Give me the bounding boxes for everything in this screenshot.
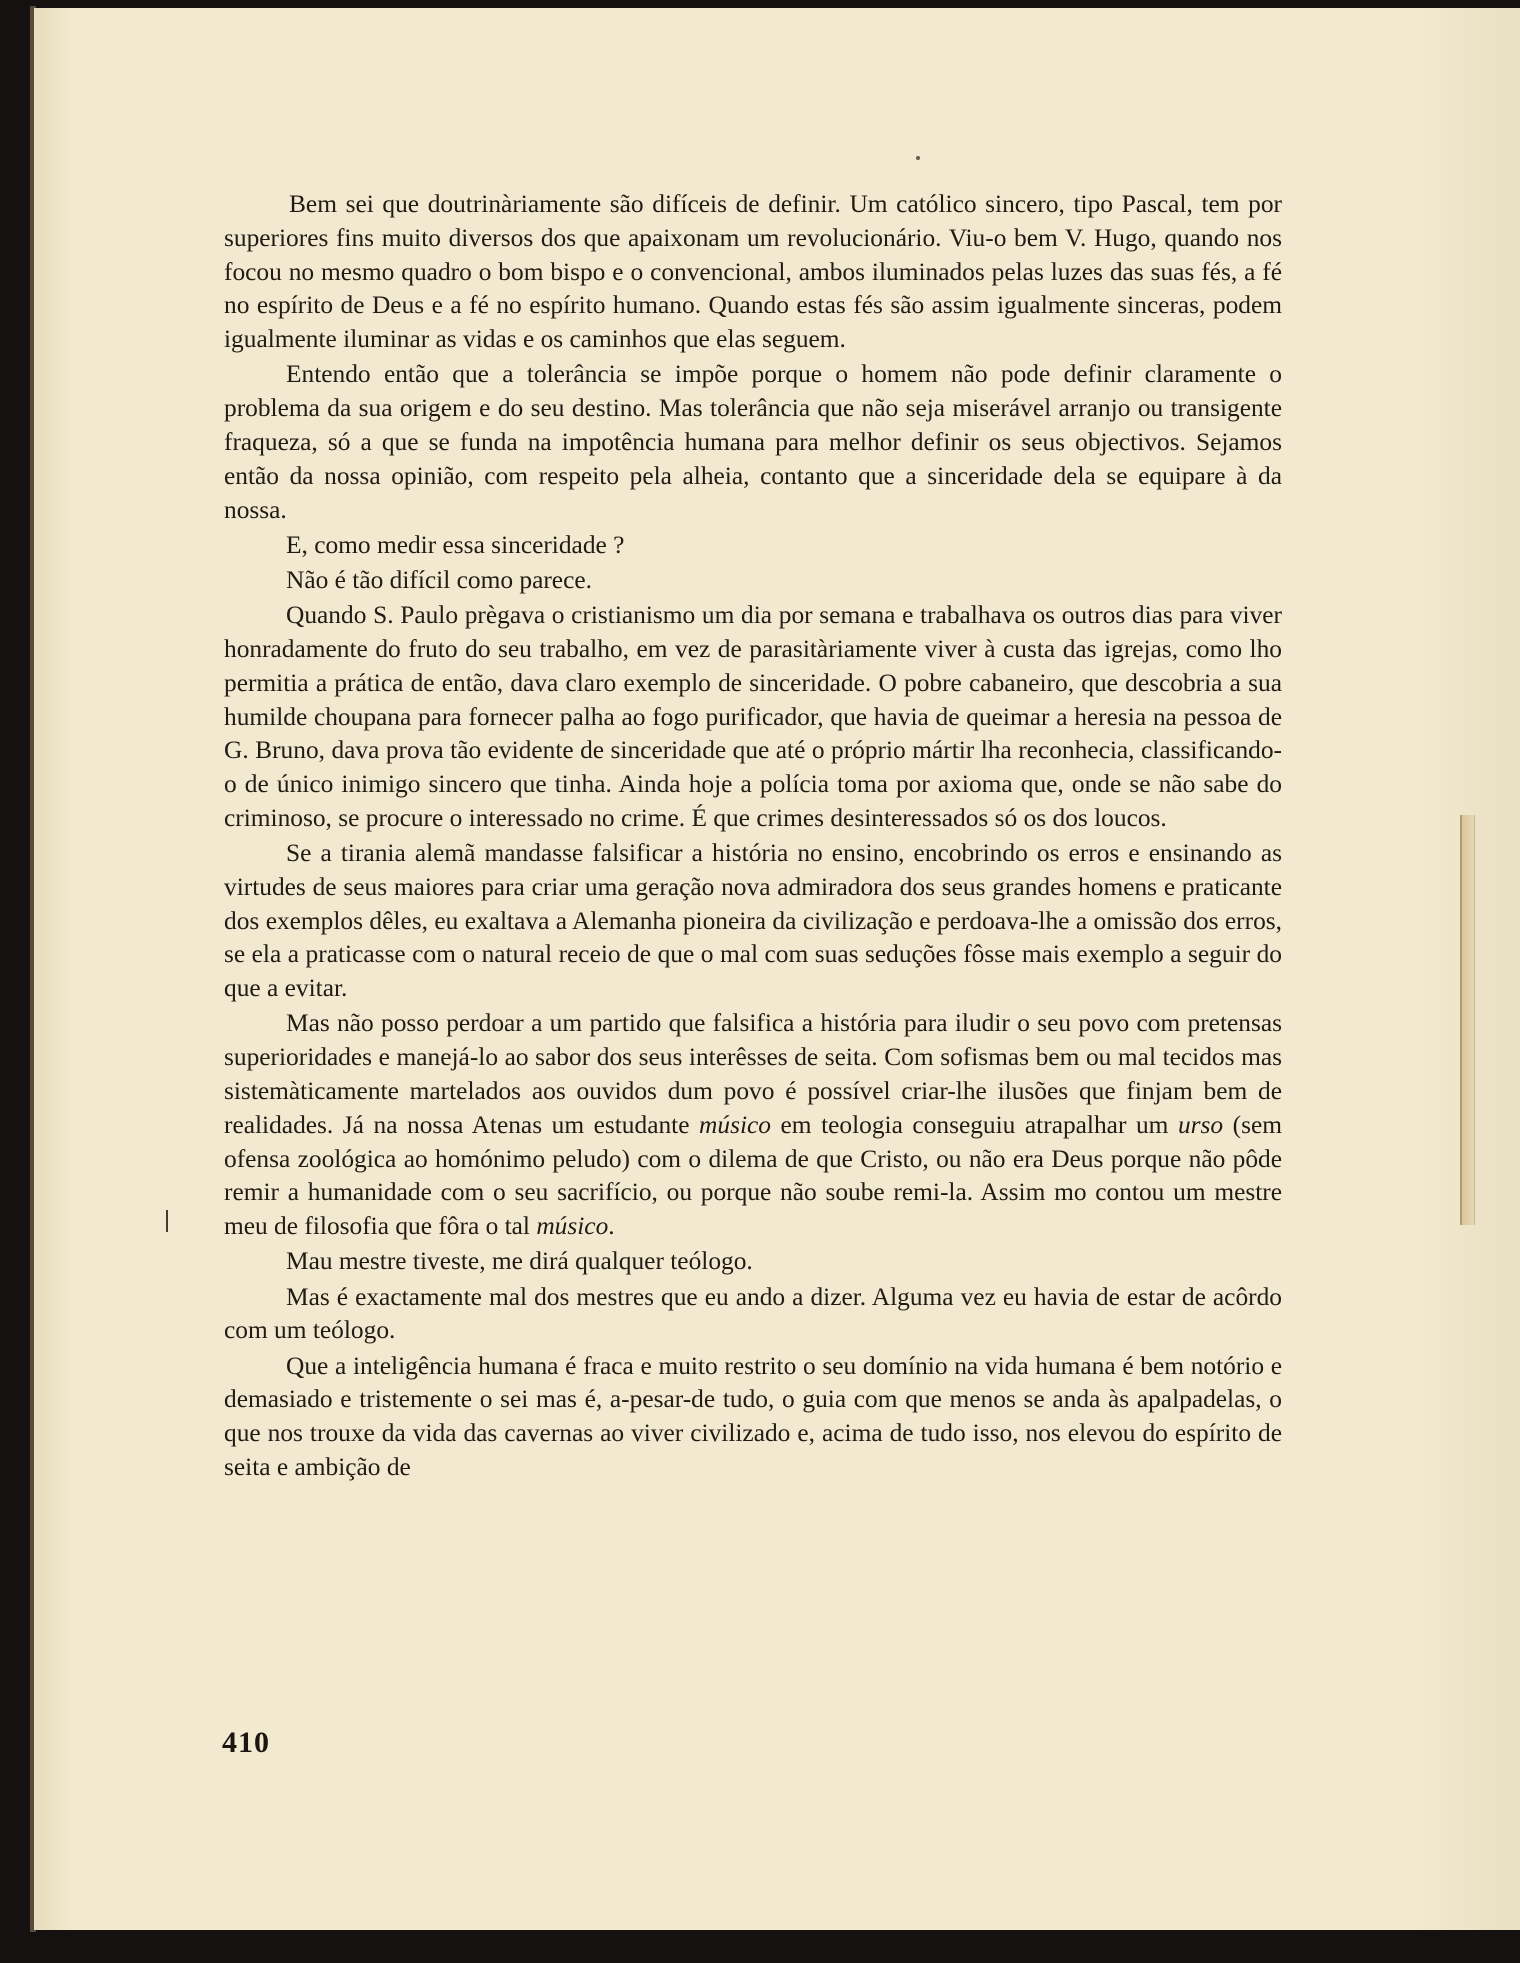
paragraph: Se a tirania alemã mandasse falsificar a história no ensino, encobrindo os erros e ensinando as virtudes de seus maiores para criar uma geração nova admiradora dos seus grandes homens e praticante dos exemplos dêles, eu exaltava a Alemanha pioneira da civilização e perdoava-lhe a omissão dos erros, se ela a praticasse com o natural receio de que o mal com suas seduções fôsse mais exemplo a seguir do que a evitar. [224,839,1282,1003]
italic-term: músico [536,1212,609,1241]
body-text [224,188,1282,1486]
paragraph: Não é tão difícil como parece. [286,565,592,594]
paragraph: Mau mestre tiveste, me dirá qualquer teólogo. [286,1247,753,1276]
italic-term: urso [1177,1110,1224,1139]
italic-term: músico [699,1110,771,1139]
page-number: 410 [222,1726,270,1759]
text-run: em teologia conseguiu atrapalhar um [770,1110,1178,1139]
text-run: . [608,1212,615,1241]
text-run: Mas não posso perdoar a um partido que falsifica a história para iludir o seu povo com pretensas superioridades e manejá-lo ao sabor dos seus interêsses de seita. Com sofismas bem ou mal tecidos mas sistemàticamente martelados aos ouvidos dum povo é possível criar-lhe ilusões que finjam bem de realidades. Já na nossa Atenas um estudante [224,1009,1282,1139]
paragraph: E, como medir essa sinceridade ? [286,530,625,559]
text-run: (sem ofensa zoológica ao homónimo peludo) com o dilema de que Cristo, ou não era Deus porque não pôde remir a humanidade com o seu sacrifício, ou porque não soube remi-la. Assim mo contou um mestre meu de filosofia que fôra o tal [224,1110,1282,1241]
paragraph: Que a inteligência humana é fraca e muito restrito o seu domínio na vida humana é bem notório e demasiado e tristemente o sei mas é, a-pesar-de tudo, o guia com que menos se anda às apalpadelas, o que nos trouxe da vida das cavernas ao viver civilizado e, acima de tudo isso, nos elevou do espírito de seita e ambição de [224,1351,1282,1481]
ink-speck [916,156,920,160]
paragraph: Mas é exactamente mal dos mestres que eu ando a dizer. Alguma vez eu havia de estar de acôrdo com um teólogo. [224,1282,1282,1345]
paragraph: Bem sei que doutrinàriamente são difíceis de definir. Um católico sincero, tipo Pascal, tem por superiores fins muito diversos dos que apaixonam um revolucionário. Viu-o bem V. Hugo, quando nos focou no mesmo quadro o bom bispo e o convencional, ambos iluminados pelas luzes das suas fés, a fé no espírito de Deus e a fé no espírito humano. Quando estas fés são assim igualmente sinceras, podem igualmente iluminar as vidas e os caminhos que elas seguem. [224,190,1282,354]
paragraph: Quando S. Paulo prègava o cristianismo um dia por semana e trabalhava os outros dias para viver honradamente do fruto do seu trabalho, em vez de parasitàriamente viver à custa das igrejas, como lho permitia a prática de então, dava claro exemplo de sinceridade. O pobre cabaneiro, que descobria a sua humilde choupana para fornecer palha ao fogo purificador, que havia de queimar a heresia na pessoa de G. Bruno, dava prova tão evidente de sinceridade que até o próprio mártir lha reconhecia, classificando-o de único inimigo sincero que tinha. Ainda hoje a polícia toma por axioma que, onde se não sabe do criminoso, se procure o interessado no crime. É que crimes desinteressados só os dos loucos. [224,601,1282,832]
paragraph-with-italics [224,1007,1282,1244]
page-tear-mark [1460,815,1475,1225]
margin-pencil-mark [166,1210,168,1232]
paragraph: Entendo então que a tolerância se impõe porque o homem não pode definir claramente o problema da sua origem e do seu destino. Mas tolerância que não seja miserável arranjo ou transigente fraqueza, só a que se funda na impotência humana para melhor definir os seus objectivos. Sejamos então da nossa opinião, com respeito pela alheia, contanto que a sinceridade dela se equipare à da nossa. [224,360,1282,524]
